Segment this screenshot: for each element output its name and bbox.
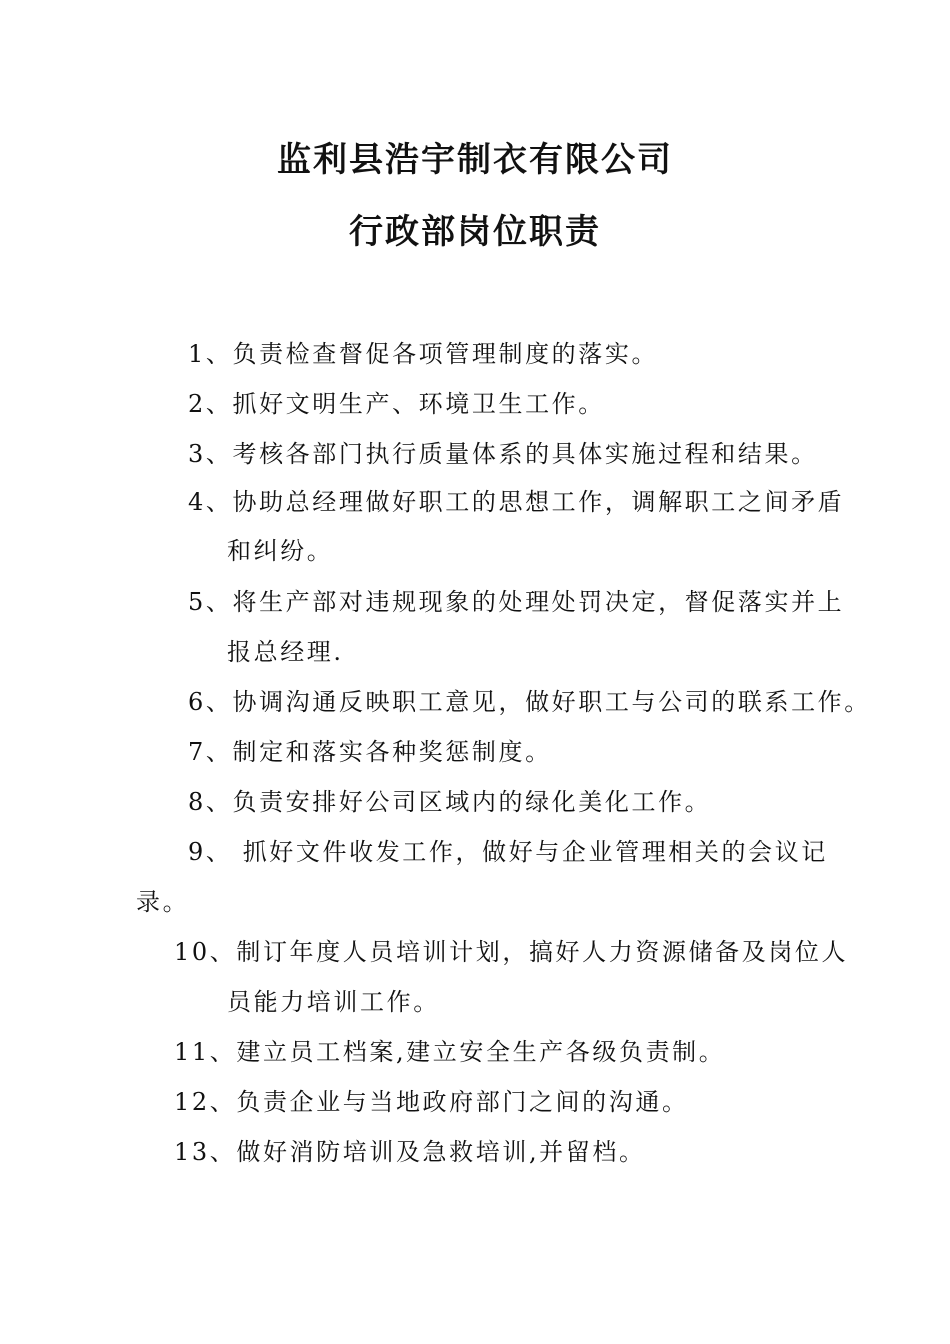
document-title: 行政部岗位职责 [349,212,601,252]
duty-item: 10、制订年度人员培训计划，搞好人力资源储备及岗位人 [174,938,849,966]
duty-item: 9、 抓好文件收发工作，做好与企业管理相关的会议记 [188,838,828,866]
duty-item: 11、建立员工档案,建立安全生产各级负责制。 [174,1038,726,1066]
duty-item-continuation: 录。 [136,888,190,916]
duty-item: 7、制定和落实各种奖惩制度。 [188,738,552,766]
duty-item: 6、协调沟通反映职工意见，做好职工与公司的联系工作。 [188,688,871,716]
duty-item-continuation: 报总经理. [227,638,344,666]
duty-item: 2、抓好文明生产、环境卫生工作。 [188,390,605,418]
duty-item: 4、协助总经理做好职工的思想工作，调解职工之间矛盾 [188,488,845,516]
duty-item: 12、负责企业与当地政府部门之间的沟通。 [174,1088,689,1116]
duty-item: 13、做好消防培训及急救培训,并留档。 [174,1138,646,1166]
duty-item: 3、考核各部门执行质量体系的具体实施过程和结果。 [188,440,818,468]
duty-item: 5、将生产部对违规现象的处理处罚决定，督促落实并上 [188,588,845,616]
duty-item-continuation: 和纠纷。 [227,537,334,565]
duty-item: 8、负责安排好公司区域内的绿化美化工作。 [188,788,712,816]
company-name: 监利县浩宇制衣有限公司 [277,140,673,180]
duty-item-continuation: 员能力培训工作。 [227,988,440,1016]
duty-item: 1、负责检查督促各项管理制度的落实。 [188,340,659,368]
